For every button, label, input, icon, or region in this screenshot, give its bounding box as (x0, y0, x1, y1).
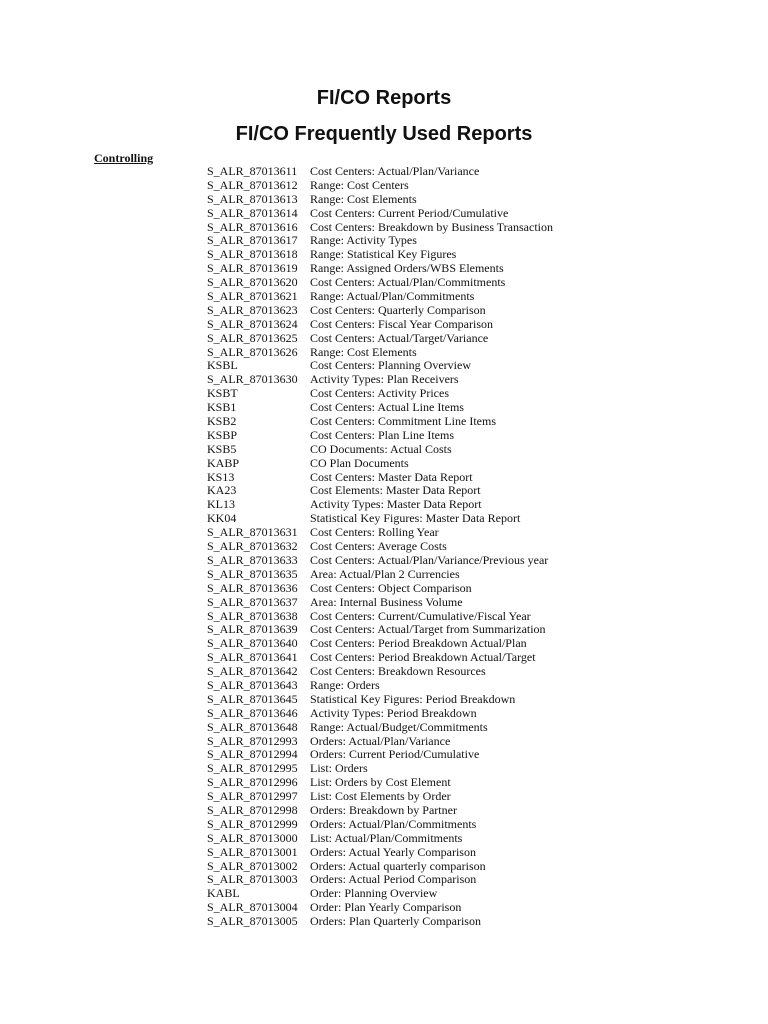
report-code: S_ALR_87012999 (207, 816, 298, 831)
report-description: Statistical Key Figures: Period Breakdown (310, 691, 516, 706)
report-description: Orders: Actual Period Comparison (310, 872, 477, 887)
report-code: S_ALR_87013617 (207, 233, 298, 248)
report-description: Area: Actual/Plan 2 Currencies (310, 566, 460, 581)
report-code: S_ALR_87013639 (207, 622, 298, 637)
report-row (207, 637, 553, 651)
report-description: Cost Centers: Breakdown by Business Transaction (310, 219, 553, 234)
report-description: Orders: Plan Quarterly Comparison (310, 914, 481, 929)
report-description: Orders: Actual Yearly Comparison (310, 844, 476, 859)
report-description: Cost Centers: Actual Line Items (310, 400, 464, 415)
report-code: KSBL (207, 358, 238, 373)
report-code: KA23 (207, 483, 237, 498)
report-row (207, 832, 553, 846)
report-code: KS13 (207, 469, 235, 484)
report-description: Cost Centers: Fiscal Year Comparison (310, 316, 493, 331)
report-description: Area: Internal Business Volume (310, 594, 463, 609)
report-row (207, 318, 553, 332)
report-description: Activity Types: Master Data Report (310, 497, 482, 512)
report-row (207, 165, 553, 179)
report-row (207, 540, 553, 554)
report-row (207, 498, 553, 512)
report-list (207, 165, 553, 929)
report-description: Range: Orders (310, 677, 380, 692)
report-description: Cost Centers: Actual/Plan/Commitments (310, 275, 506, 290)
report-code: S_ALR_87013004 (207, 900, 298, 915)
report-description: Range: Activity Types (310, 233, 417, 248)
report-code: S_ALR_87013620 (207, 275, 298, 290)
report-code: KSB2 (207, 414, 237, 429)
report-code: S_ALR_87013611 (207, 164, 298, 178)
report-description: Range: Cost Elements (310, 344, 417, 359)
report-row (207, 818, 553, 832)
report-row (207, 304, 553, 318)
report-code: S_ALR_87013631 (207, 525, 298, 540)
report-code: S_ALR_87012994 (207, 747, 298, 762)
report-row (207, 623, 553, 637)
report-description: Cost Centers: Period Breakdown Actual/Plan (310, 636, 527, 651)
report-description: Cost Centers: Plan Line Items (310, 427, 454, 442)
report-code: S_ALR_87013635 (207, 566, 298, 581)
report-code: S_ALR_87013002 (207, 858, 298, 873)
report-row (207, 276, 553, 290)
report-description: Orders: Actual quarterly comparison (310, 858, 486, 873)
report-description: Range: Actual/Budget/Commitments (310, 719, 488, 734)
report-row (207, 443, 553, 457)
report-description: Orders: Current Period/Cumulative (310, 747, 480, 762)
report-row (207, 373, 553, 387)
report-row (207, 512, 553, 526)
report-row (207, 415, 553, 429)
report-row (207, 332, 553, 346)
report-code: S_ALR_87013648 (207, 719, 298, 734)
report-row (207, 887, 553, 901)
report-description: Cost Centers: Current Period/Cumulative (310, 205, 509, 220)
report-code: S_ALR_87013632 (207, 539, 298, 554)
report-description: Cost Centers: Commitment Line Items (310, 414, 496, 429)
report-code: S_ALR_87013633 (207, 552, 298, 567)
report-row (207, 860, 553, 874)
page-subtitle: FI/CO Frequently Used Reports (235, 123, 533, 145)
report-row (207, 346, 553, 360)
report-row (207, 457, 553, 471)
report-row (207, 679, 553, 693)
report-code: S_ALR_87013640 (207, 636, 298, 651)
report-code: S_ALR_87013623 (207, 302, 298, 317)
report-row (207, 207, 553, 221)
report-description: Range: Assigned Orders/WBS Elements (310, 261, 504, 276)
report-row (207, 387, 553, 401)
report-row (207, 901, 553, 915)
report-row (207, 707, 553, 721)
report-description: Cost Centers: Actual/Target from Summarization (310, 622, 546, 637)
report-row (207, 359, 553, 373)
report-code: KSB5 (207, 441, 237, 456)
report-code: S_ALR_87013621 (207, 289, 298, 304)
report-row (207, 262, 553, 276)
report-row (207, 290, 553, 304)
report-row (207, 665, 553, 679)
report-description: Activity Types: Period Breakdown (310, 705, 477, 720)
report-description: Cost Centers: Average Costs (310, 539, 447, 554)
report-description: Order: Plan Yearly Comparison (310, 900, 462, 915)
report-row (207, 554, 553, 568)
report-description: Range: Actual/Plan/Commitments (310, 289, 475, 304)
report-row (207, 790, 553, 804)
report-code: S_ALR_87013643 (207, 677, 298, 692)
report-row (207, 873, 553, 887)
report-description: Range: Cost Centers (310, 177, 409, 192)
report-description: List: Orders by Cost Element (310, 775, 451, 790)
report-code: S_ALR_87013612 (207, 177, 298, 192)
report-row (207, 582, 553, 596)
report-description: Range: Cost Elements (310, 191, 417, 206)
report-row (207, 776, 553, 790)
report-code: S_ALR_87013001 (207, 844, 298, 859)
report-code: S_ALR_87013642 (207, 664, 298, 679)
report-description: List: Actual/Plan/Commitments (310, 830, 463, 845)
report-description: List: Orders (310, 761, 368, 776)
report-row (207, 735, 553, 749)
report-row (207, 804, 553, 818)
report-code: S_ALR_87013613 (207, 191, 298, 206)
report-description: Cost Centers: Actual/Plan/Variance (310, 164, 480, 178)
report-code: S_ALR_87012995 (207, 761, 298, 776)
report-code: S_ALR_87012993 (207, 733, 298, 748)
report-row (207, 429, 553, 443)
report-description: Cost Centers: Rolling Year (310, 525, 439, 540)
report-description: Range: Statistical Key Figures (310, 247, 457, 262)
report-description: Activity Types: Plan Receivers (310, 372, 459, 387)
report-description: Cost Centers: Activity Prices (310, 386, 449, 401)
report-description: Cost Centers: Actual/Plan/Variance/Previous year (310, 552, 549, 567)
report-code: S_ALR_87013619 (207, 261, 298, 276)
report-description: Cost Centers: Current/Cumulative/Fiscal Year (310, 608, 531, 623)
report-description: Order: Planning Overview (310, 886, 438, 901)
report-description: Cost Centers: Object Comparison (310, 580, 472, 595)
report-row (207, 651, 553, 665)
report-code: S_ALR_87013637 (207, 594, 298, 609)
report-description: Orders: Breakdown by Partner (310, 802, 457, 817)
report-row (207, 234, 553, 248)
report-code: KSBP (207, 427, 238, 442)
report-code: S_ALR_87013614 (207, 205, 298, 220)
report-code: S_ALR_87013646 (207, 705, 298, 720)
report-code: S_ALR_87013003 (207, 872, 298, 887)
report-row (207, 193, 553, 207)
report-code: S_ALR_87013626 (207, 344, 298, 359)
report-code: S_ALR_87013630 (207, 372, 298, 387)
report-code: S_ALR_87013645 (207, 691, 298, 706)
report-row (207, 596, 553, 610)
report-row (207, 846, 553, 860)
report-code: S_ALR_87012998 (207, 802, 298, 817)
report-description: Orders: Actual/Plan/Variance (310, 733, 451, 748)
report-row (207, 248, 553, 262)
report-code: KABP (207, 455, 240, 470)
report-row (207, 721, 553, 735)
report-description: Statistical Key Figures: Master Data Report (310, 511, 521, 526)
report-row (207, 693, 553, 707)
report-code: S_ALR_87013005 (207, 914, 298, 929)
report-code: S_ALR_87013618 (207, 247, 298, 262)
report-code: S_ALR_87013636 (207, 580, 298, 595)
report-code: S_ALR_87013616 (207, 219, 298, 234)
report-description: Cost Centers: Planning Overview (310, 358, 471, 373)
report-row (207, 484, 553, 498)
report-description: List: Cost Elements by Order (310, 789, 451, 804)
report-code: KK04 (207, 511, 237, 526)
report-row (207, 471, 553, 485)
report-description: Orders: Actual/Plan/Commitments (310, 816, 477, 831)
report-row (207, 762, 553, 776)
page-title: FI/CO Reports (316, 87, 452, 109)
report-code: S_ALR_87013624 (207, 316, 298, 331)
report-code: S_ALR_87013000 (207, 830, 298, 845)
report-description: Cost Centers: Master Data Report (310, 469, 473, 484)
report-description: Cost Centers: Quarterly Comparison (310, 302, 486, 317)
report-row (207, 179, 553, 193)
report-row (207, 568, 553, 582)
report-code: S_ALR_87013638 (207, 608, 298, 623)
report-description: CO Documents: Actual Costs (310, 441, 452, 456)
section-heading-controlling: Controlling (94, 151, 154, 165)
report-description: Cost Elements: Master Data Report (310, 483, 481, 498)
report-code: S_ALR_87013641 (207, 650, 298, 665)
report-code: S_ALR_87013625 (207, 330, 298, 345)
report-row (207, 610, 553, 624)
report-row (207, 748, 553, 762)
report-code: KL13 (207, 497, 235, 512)
report-description: Cost Centers: Period Breakdown Actual/Target (310, 650, 536, 665)
report-code: KSB1 (207, 400, 237, 415)
report-row (207, 401, 553, 415)
report-description: Cost Centers: Breakdown Resources (310, 664, 486, 679)
report-row (207, 221, 553, 235)
report-description: Cost Centers: Actual/Target/Variance (310, 330, 489, 345)
report-code: KSBT (207, 386, 238, 401)
report-code: S_ALR_87012997 (207, 789, 298, 804)
report-code: S_ALR_87012996 (207, 775, 298, 790)
report-description: CO Plan Documents (310, 455, 409, 470)
report-row (207, 915, 553, 929)
report-code: KABL (207, 886, 240, 901)
report-row (207, 526, 553, 540)
